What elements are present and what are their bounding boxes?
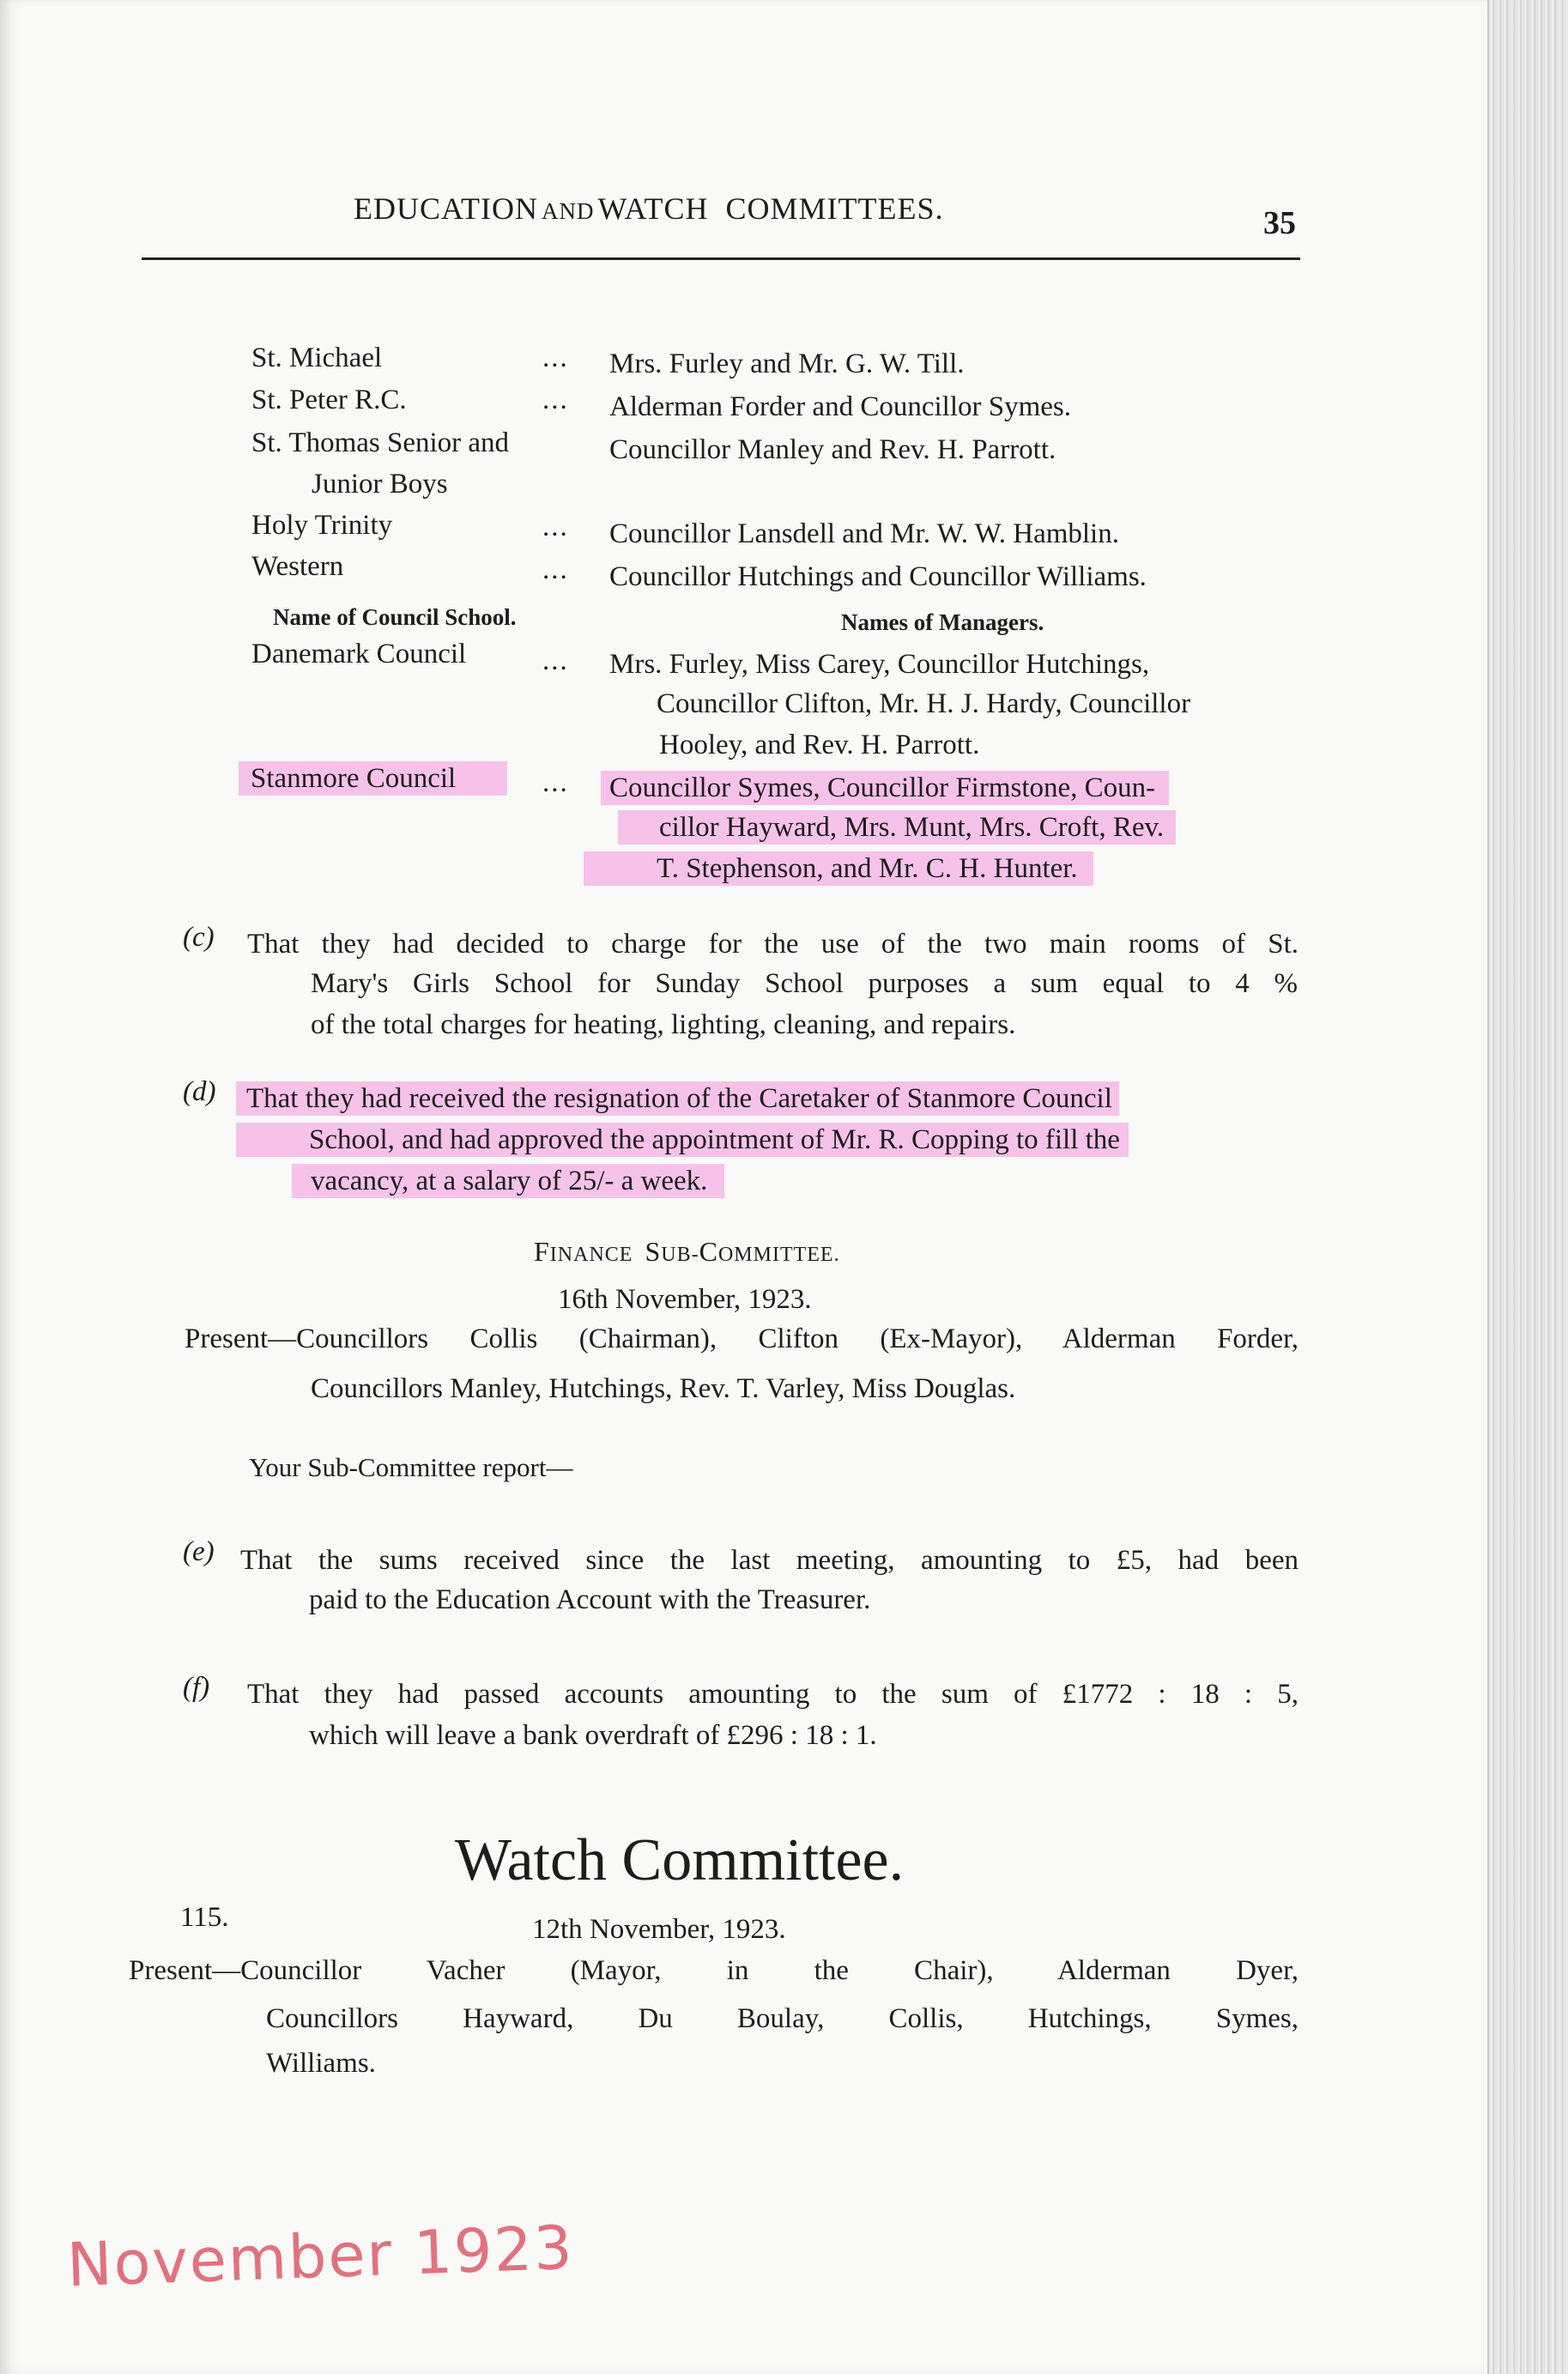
- item-label: (c): [183, 922, 215, 953]
- item-text-line: [292, 1162, 724, 1200]
- highlighted-item-text: That they had received the resignation of the Caretaker of Stanmore Council: [236, 1081, 1119, 1116]
- minute-number: 115.: [180, 1902, 229, 1933]
- handwritten-date-annotation: November 1923: [65, 2212, 575, 2301]
- watch-present-line: Present—Councillor Vacher (Mayor, in the Chair), Alderman Dyer,: [129, 1955, 1299, 1986]
- item-text-line: Mary's Girls School for Sunday School purposes a sum equal to 4 %: [311, 968, 1298, 999]
- finance-heading-initial: S: [645, 1236, 662, 1267]
- school-managers: Mrs. Furley and Mr. G. W. Till.: [609, 348, 965, 379]
- managers-column-header: Names of Managers.: [841, 609, 1044, 635]
- highlighted-item-text: School, and had approved the appointment of Mr. R. Copping to fill the: [236, 1123, 1129, 1157]
- finance-date: 16th November, 1923.: [558, 1284, 812, 1315]
- header-title-part1: EDUCATION: [354, 191, 538, 226]
- highlighted-school-name: Stanmore Council: [239, 761, 507, 796]
- managers-line: Councillor Clifton, Mr. H. J. Hardy, Councillor: [657, 688, 1191, 719]
- school-name: Holy Trinity: [251, 510, 393, 541]
- school-name: [239, 760, 507, 797]
- header-title-part3: COMMITTEES.: [725, 191, 944, 226]
- watch-present-line: Williams.: [266, 2048, 376, 2079]
- header-title-part2: WATCH: [597, 191, 709, 226]
- item-text-line: [236, 1080, 1119, 1117]
- item-text-line: of the total charges for heating, lighting, cleaning, and repairs.: [311, 1009, 1016, 1040]
- watch-committee-title: Watch Committee.: [455, 1827, 905, 1893]
- running-header: [354, 191, 943, 227]
- watch-date: 12th November, 1923.: [532, 1914, 786, 1945]
- watch-present-line: Councillors Hayward, Du Boulay, Collis, Hutchings, Symes,: [266, 2003, 1299, 2034]
- council-school-column-header: Name of Council School.: [273, 604, 517, 630]
- leader-dots: ...: [542, 342, 569, 373]
- item-text-line: That the sums received since the last meeting, amounting to £5, had been: [240, 1545, 1299, 1576]
- school-name: Danemark Council: [251, 639, 467, 669]
- finance-present-line: Present—Councillors Collis (Chairman), Clifton (Ex-Mayor), Alderman Forder,: [185, 1323, 1299, 1354]
- school-name: Western: [251, 551, 344, 582]
- highlighted-managers-line: cillor Hayward, Mrs. Munt, Mrs. Croft, Rev.: [618, 810, 1176, 845]
- school-managers: Alderman Forder and Councillor Symes.: [609, 391, 1071, 422]
- header-title-and: AND: [541, 198, 595, 224]
- school-managers: Councillor Manley and Rev. H. Parrott.: [609, 434, 1056, 465]
- item-text-line: That they had passed accounts amounting to the sum of £1772 : 18 : 5,: [247, 1679, 1299, 1710]
- page-number: 35: [1263, 205, 1296, 241]
- finance-heading-rest: OMMITTEE.: [717, 1244, 840, 1266]
- managers-line: [584, 850, 1093, 887]
- managers-line: [618, 808, 1176, 846]
- item-text-line: That they had decided to charge for the use of the two main rooms of St.: [247, 929, 1299, 960]
- leader-dots: ...: [542, 385, 569, 415]
- item-label: (f): [183, 1672, 210, 1703]
- managers-line: Hooley, and Rev. H. Parrott.: [659, 730, 980, 760]
- finance-heading-rest: UB-: [661, 1244, 699, 1266]
- item-text-line: [236, 1121, 1129, 1159]
- item-label: (d): [183, 1076, 216, 1107]
- header-rule: [142, 257, 1300, 260]
- leader-dots: ...: [542, 767, 569, 798]
- leader-dots: ...: [542, 512, 569, 542]
- highlighted-managers-line: Councillor Symes, Councillor Firmstone, Coun-: [601, 771, 1169, 805]
- school-managers: Councillor Lansdell and Mr. W. W. Hamblin.: [609, 518, 1119, 549]
- item-text-line: paid to the Education Account with the Treasurer.: [309, 1584, 871, 1615]
- school-managers: Councillor Hutchings and Councillor Williams.: [609, 561, 1147, 592]
- managers-line: [601, 769, 1169, 807]
- finance-heading: [534, 1236, 840, 1268]
- item-text-line: which will leave a bank overdraft of £296 : 18 : 1.: [309, 1720, 877, 1751]
- school-name-cont: Junior Boys: [312, 469, 448, 500]
- finance-heading-initial: F: [534, 1236, 550, 1267]
- finance-present-line: Councillors Manley, Hutchings, Rev. T. Varley, Miss Douglas.: [311, 1373, 1016, 1404]
- highlighted-item-text: vacancy, at a salary of 25/- a week.: [292, 1164, 724, 1198]
- school-name: St. Michael: [251, 342, 383, 373]
- managers-line: Mrs. Furley, Miss Carey, Councillor Hutchings,: [609, 649, 1150, 680]
- school-name: St. Thomas Senior and: [251, 427, 510, 458]
- finance-heading-initial: C: [699, 1236, 718, 1267]
- school-name: St. Peter R.C.: [251, 385, 407, 415]
- page-edge: [1487, 0, 1568, 2374]
- leader-dots: ...: [542, 645, 569, 676]
- finance-report-intro: Your Sub-Committee report—: [249, 1452, 573, 1482]
- highlighted-managers-line: T. Stephenson, and Mr. C. H. Hunter.: [584, 851, 1093, 886]
- finance-heading-rest: INANCE: [549, 1244, 633, 1266]
- leader-dots: ...: [542, 554, 569, 585]
- item-label: (e): [183, 1536, 215, 1567]
